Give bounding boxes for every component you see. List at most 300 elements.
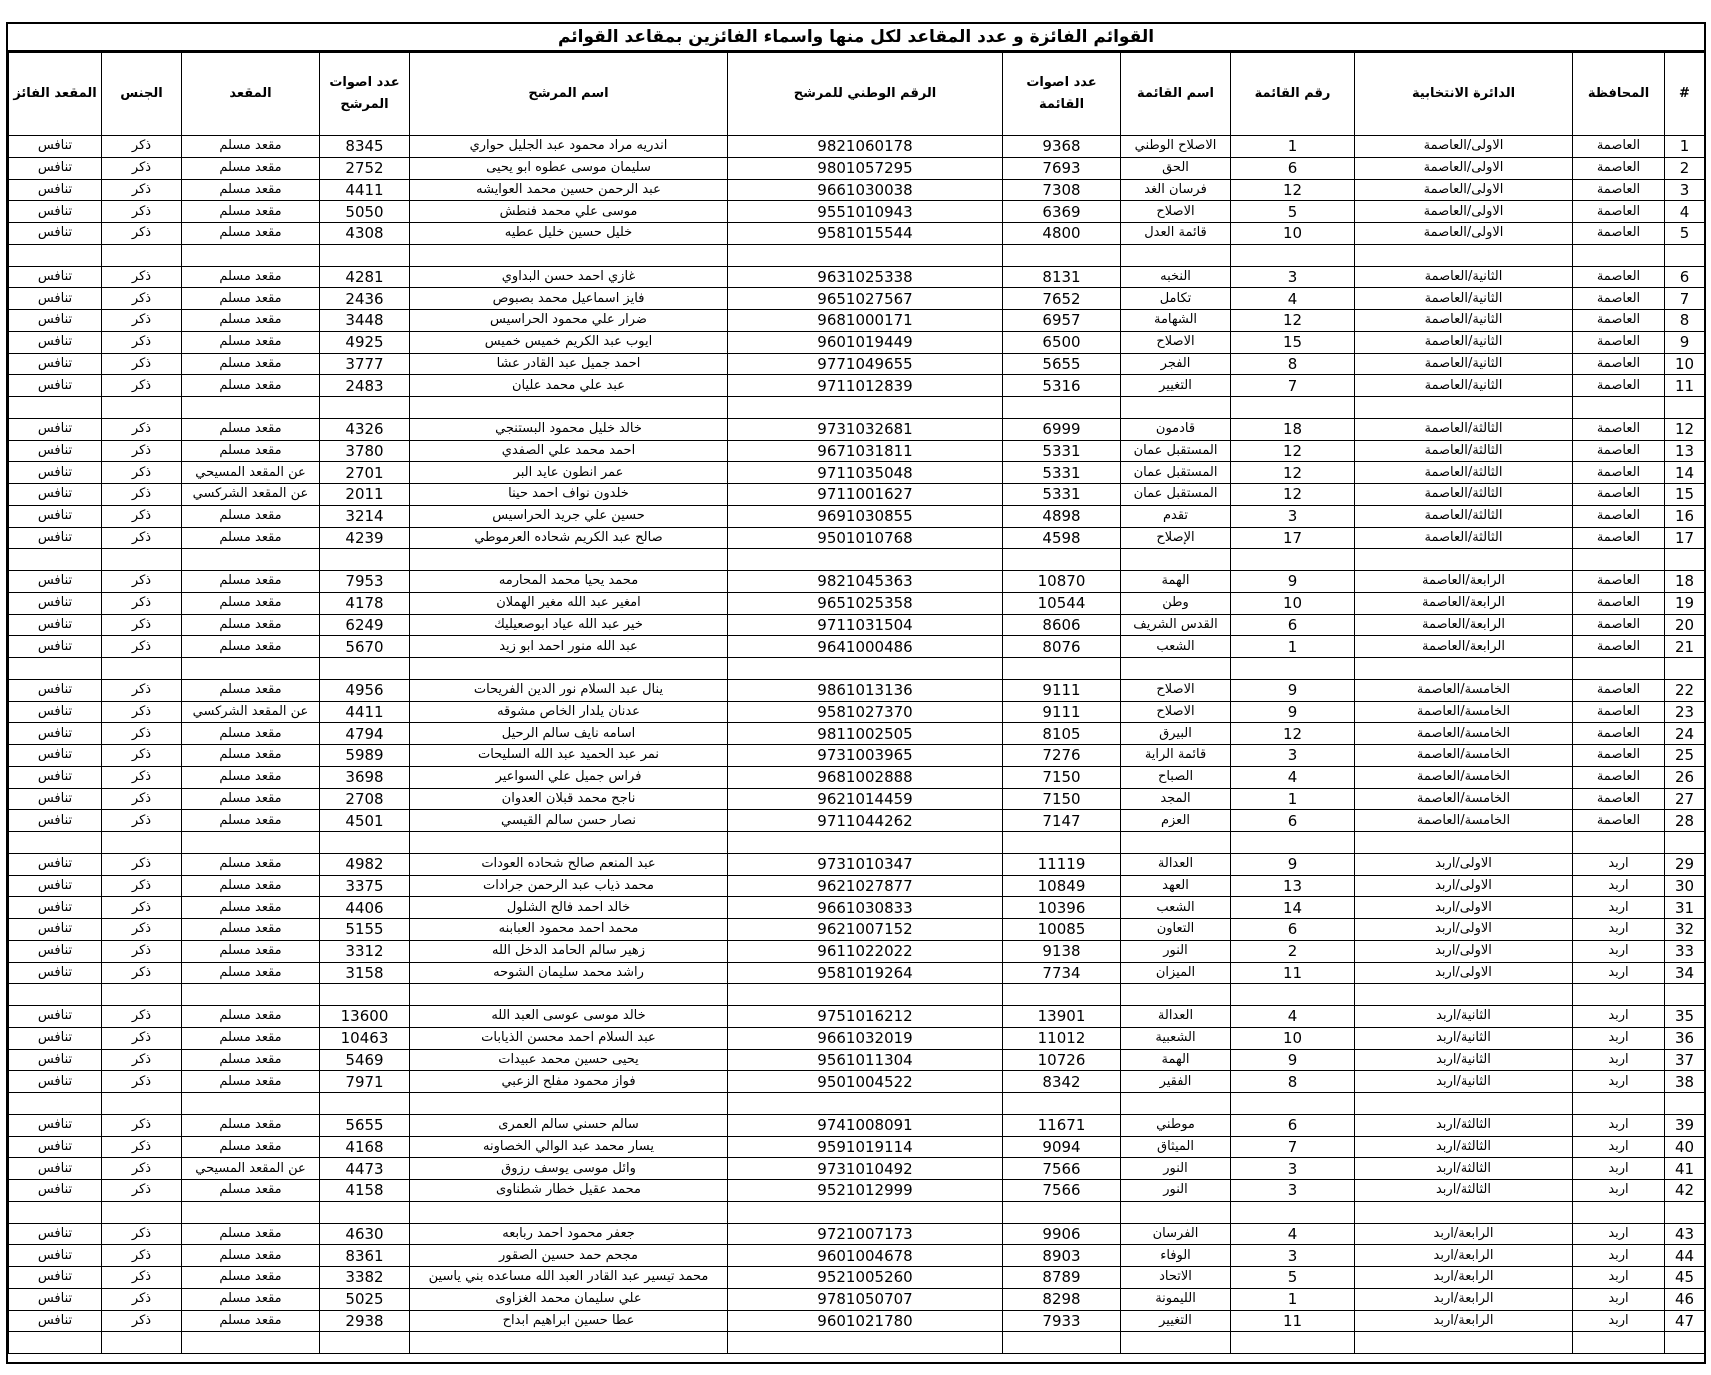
empty-cell [102, 1201, 182, 1223]
seat-cell: مقعد مسلم [182, 223, 320, 245]
table-row [9, 462, 1705, 484]
empty-cell [182, 397, 320, 419]
list-votes-cell: 10726 [1003, 1049, 1121, 1071]
table-row [9, 375, 1705, 397]
candidate-name-cell: خالد موسى عوسى العبد الله [410, 1006, 728, 1028]
empty-cell [1665, 397, 1705, 419]
list-number-cell: 9 [1231, 679, 1355, 701]
gender-cell: ذكر [102, 1245, 182, 1267]
gender-cell: ذكر [102, 1049, 182, 1071]
district-cell: الاولى/العاصمة [1355, 201, 1573, 223]
governorate-cell: اربد [1573, 1027, 1665, 1049]
list-number-cell: 12 [1231, 484, 1355, 506]
seat-cell: مقعد مسلم [182, 310, 320, 332]
district-cell: الخامسة/العاصمة [1355, 766, 1573, 788]
group-separator-row [9, 984, 1705, 1006]
national-id-cell: 9581019264 [728, 962, 1003, 984]
candidate-votes-cell: 3214 [320, 505, 410, 527]
candidate-votes-cell: 4406 [320, 897, 410, 919]
district-cell: الاولى/اربد [1355, 919, 1573, 941]
candidate-name-cell: خليل حسين خليل عطيه [410, 223, 728, 245]
empty-cell [1355, 549, 1573, 571]
governorate-cell: العاصمة [1573, 527, 1665, 549]
list-votes-cell: 8903 [1003, 1245, 1121, 1267]
empty-cell [1231, 1093, 1355, 1115]
list-votes-cell: 6957 [1003, 310, 1121, 332]
list-number-cell: 6 [1231, 1114, 1355, 1136]
candidate-votes-cell: 8345 [320, 136, 410, 158]
list-votes-cell: 4898 [1003, 505, 1121, 527]
list-number-cell: 18 [1231, 418, 1355, 440]
list-number-cell: 6 [1231, 810, 1355, 832]
governorate-cell: اربد [1573, 1158, 1665, 1180]
candidate-name-cell: سالم حسني سالم العمرى [410, 1114, 728, 1136]
seat-cell: مقعد مسلم [182, 636, 320, 658]
national-id-cell: 9561011304 [728, 1049, 1003, 1071]
list-number-cell: 12 [1231, 440, 1355, 462]
seat-cell: مقعد مسلم [182, 940, 320, 962]
table-row [9, 723, 1705, 745]
governorate-cell: العاصمة [1573, 353, 1665, 375]
won-seat-cell: تنافس [9, 1267, 102, 1289]
table-row [9, 1027, 1705, 1049]
candidate-votes-cell: 5655 [320, 1114, 410, 1136]
list-votes-cell: 7933 [1003, 1310, 1121, 1332]
empty-cell [182, 1093, 320, 1115]
list-name-cell: الاصلاح الوطني [1121, 136, 1231, 158]
candidate-votes-cell: 4794 [320, 723, 410, 745]
empty-cell [1665, 832, 1705, 854]
seat-cell: مقعد مسلم [182, 919, 320, 941]
empty-cell [9, 658, 102, 680]
header-won-seat: المقعد الفائز [9, 53, 102, 136]
group-separator-row [9, 549, 1705, 571]
seat-cell: مقعد مسلم [182, 614, 320, 636]
empty-cell [182, 658, 320, 680]
seat-cell: مقعد مسلم [182, 353, 320, 375]
national-id-cell: 9591019114 [728, 1136, 1003, 1158]
district-cell: الاولى/العاصمة [1355, 136, 1573, 158]
governorate-cell: العاصمة [1573, 679, 1665, 701]
group-separator-row [9, 397, 1705, 419]
empty-cell [1003, 984, 1121, 1006]
governorate-cell: العاصمة [1573, 766, 1665, 788]
empty-cell [9, 1201, 102, 1223]
candidate-votes-cell: 3698 [320, 766, 410, 788]
candidate-votes-cell: 2938 [320, 1310, 410, 1332]
national-id-cell: 9821045363 [728, 571, 1003, 593]
empty-cell [1573, 244, 1665, 266]
won-seat-cell: تنافس [9, 853, 102, 875]
gender-cell: ذكر [102, 201, 182, 223]
governorate-cell: العاصمة [1573, 745, 1665, 767]
row-index: 1 [1665, 136, 1705, 158]
empty-cell [1665, 1201, 1705, 1223]
seat-cell: مقعد مسلم [182, 571, 320, 593]
empty-cell [1003, 1332, 1121, 1354]
district-cell: الاولى/اربد [1355, 940, 1573, 962]
national-id-cell: 9731032681 [728, 418, 1003, 440]
empty-cell [1003, 549, 1121, 571]
row-index: 17 [1665, 527, 1705, 549]
candidate-name-cell: راشد محمد سليمان الشوحه [410, 962, 728, 984]
list-number-cell: 2 [1231, 940, 1355, 962]
candidate-votes-cell: 4501 [320, 810, 410, 832]
national-id-cell: 9681002888 [728, 766, 1003, 788]
empty-cell [320, 397, 410, 419]
seat-cell: مقعد مسلم [182, 1180, 320, 1202]
empty-cell [9, 397, 102, 419]
empty-cell [182, 832, 320, 854]
list-votes-cell: 10396 [1003, 897, 1121, 919]
candidate-votes-cell: 2701 [320, 462, 410, 484]
empty-cell [1231, 549, 1355, 571]
empty-cell [102, 1332, 182, 1354]
list-name-cell: الهمة [1121, 571, 1231, 593]
table-row [9, 1180, 1705, 1202]
gender-cell: ذكر [102, 1223, 182, 1245]
empty-cell [320, 244, 410, 266]
district-cell: الخامسة/العاصمة [1355, 723, 1573, 745]
gender-cell: ذكر [102, 766, 182, 788]
row-index: 28 [1665, 810, 1705, 832]
list-number-cell: 12 [1231, 462, 1355, 484]
list-votes-cell: 10544 [1003, 592, 1121, 614]
national-id-cell: 9731003965 [728, 745, 1003, 767]
won-seat-cell: تنافس [9, 418, 102, 440]
won-seat-cell: تنافس [9, 1245, 102, 1267]
candidate-name-cell: غازي احمد حسن البداوي [410, 266, 728, 288]
header-candidate-votes: عدد اصوات المرشح [320, 53, 410, 136]
candidate-votes-cell: 4630 [320, 1223, 410, 1245]
seat-cell: مقعد مسلم [182, 1288, 320, 1310]
candidate-name-cell: عبد الرحمن حسين محمد العوايشه [410, 179, 728, 201]
won-seat-cell: تنافس [9, 745, 102, 767]
gender-cell: ذكر [102, 1310, 182, 1332]
list-votes-cell: 6369 [1003, 201, 1121, 223]
seat-cell: مقعد مسلم [182, 1245, 320, 1267]
seat-cell: مقعد مسلم [182, 962, 320, 984]
candidate-votes-cell: 4326 [320, 418, 410, 440]
won-seat-cell: تنافس [9, 614, 102, 636]
empty-cell [1665, 244, 1705, 266]
list-number-cell: 12 [1231, 723, 1355, 745]
national-id-cell: 9621014459 [728, 788, 1003, 810]
list-name-cell: القدس الشريف [1121, 614, 1231, 636]
district-cell: الخامسة/العاصمة [1355, 810, 1573, 832]
list-votes-cell: 7693 [1003, 157, 1121, 179]
governorate-cell: العاصمة [1573, 636, 1665, 658]
table-row [9, 288, 1705, 310]
row-index: 44 [1665, 1245, 1705, 1267]
list-votes-cell: 13901 [1003, 1006, 1121, 1028]
table-body [9, 136, 1705, 1354]
table-row [9, 897, 1705, 919]
list-number-cell: 11 [1231, 1310, 1355, 1332]
governorate-cell: اربد [1573, 1049, 1665, 1071]
candidate-votes-cell: 8361 [320, 1245, 410, 1267]
candidate-votes-cell: 5050 [320, 201, 410, 223]
list-votes-cell: 9111 [1003, 701, 1121, 723]
empty-cell [728, 397, 1003, 419]
won-seat-cell: تنافس [9, 484, 102, 506]
row-index: 37 [1665, 1049, 1705, 1071]
list-votes-cell: 9094 [1003, 1136, 1121, 1158]
gender-cell: ذكر [102, 136, 182, 158]
empty-cell [1665, 1332, 1705, 1354]
empty-cell [9, 549, 102, 571]
candidate-votes-cell: 2436 [320, 288, 410, 310]
empty-cell [9, 832, 102, 854]
table-row [9, 614, 1705, 636]
national-id-cell: 9691030855 [728, 505, 1003, 527]
governorate-cell: العاصمة [1573, 440, 1665, 462]
national-id-cell: 9661030833 [728, 897, 1003, 919]
candidate-name-cell: خير عبد الله عياد ابوصعيليك [410, 614, 728, 636]
list-votes-cell: 7276 [1003, 745, 1121, 767]
empty-cell [320, 549, 410, 571]
candidate-votes-cell: 5025 [320, 1288, 410, 1310]
district-cell: الثانية/العاصمة [1355, 353, 1573, 375]
table-row [9, 1006, 1705, 1028]
candidate-votes-cell: 4308 [320, 223, 410, 245]
list-name-cell: الاصلاح [1121, 701, 1231, 723]
gender-cell: ذكر [102, 179, 182, 201]
won-seat-cell: تنافس [9, 1288, 102, 1310]
list-votes-cell: 6500 [1003, 331, 1121, 353]
national-id-cell: 9731010347 [728, 853, 1003, 875]
list-number-cell: 9 [1231, 701, 1355, 723]
list-votes-cell: 8342 [1003, 1071, 1121, 1093]
seat-cell: مقعد مسلم [182, 875, 320, 897]
gender-cell: ذكر [102, 1114, 182, 1136]
national-id-cell: 9521005260 [728, 1267, 1003, 1289]
won-seat-cell: تنافس [9, 919, 102, 941]
group-separator-row [9, 658, 1705, 680]
governorate-cell: اربد [1573, 1310, 1665, 1332]
table-row [9, 592, 1705, 614]
empty-cell [1121, 244, 1231, 266]
row-index: 38 [1665, 1071, 1705, 1093]
empty-cell [1003, 1201, 1121, 1223]
governorate-cell: العاصمة [1573, 179, 1665, 201]
list-number-cell: 17 [1231, 527, 1355, 549]
governorate-cell: العاصمة [1573, 723, 1665, 745]
candidate-name-cell: نمر عبد الحميد عبد الله السليحات [410, 745, 728, 767]
won-seat-cell: تنافس [9, 136, 102, 158]
table-row [9, 788, 1705, 810]
district-cell: الاولى/اربد [1355, 875, 1573, 897]
candidate-name-cell: سليمان موسى عطوه ابو يحيى [410, 157, 728, 179]
seat-cell: مقعد مسلم [182, 723, 320, 745]
row-index: 33 [1665, 940, 1705, 962]
empty-cell [1665, 658, 1705, 680]
national-id-cell: 9601021780 [728, 1310, 1003, 1332]
national-id-cell: 9501004522 [728, 1071, 1003, 1093]
list-votes-cell: 6999 [1003, 418, 1121, 440]
seat-cell: مقعد مسلم [182, 527, 320, 549]
candidate-votes-cell: 4473 [320, 1158, 410, 1180]
national-id-cell: 9611022022 [728, 940, 1003, 962]
gender-cell: ذكر [102, 701, 182, 723]
row-index: 13 [1665, 440, 1705, 462]
list-number-cell: 4 [1231, 1223, 1355, 1245]
empty-cell [1003, 397, 1121, 419]
empty-cell [1355, 397, 1573, 419]
candidate-name-cell: فراس جميل علي السواعير [410, 766, 728, 788]
won-seat-cell: تنافس [9, 1310, 102, 1332]
district-cell: الرابعة/العاصمة [1355, 614, 1573, 636]
won-seat-cell: تنافس [9, 527, 102, 549]
gender-cell: ذكر [102, 353, 182, 375]
won-seat-cell: تنافس [9, 375, 102, 397]
row-index: 6 [1665, 266, 1705, 288]
district-cell: الاولى/اربد [1355, 853, 1573, 875]
candidate-name-cell: احمد جميل عبد القادر عشا [410, 353, 728, 375]
won-seat-cell: تنافس [9, 505, 102, 527]
empty-cell [320, 658, 410, 680]
table-row [9, 418, 1705, 440]
candidate-name-cell: عبد السلام احمد محسن الذيابات [410, 1027, 728, 1049]
candidate-votes-cell: 5670 [320, 636, 410, 658]
seat-cell: مقعد مسلم [182, 331, 320, 353]
row-index: 42 [1665, 1180, 1705, 1202]
empty-cell [1121, 1332, 1231, 1354]
candidate-name-cell: محمد عقيل خطار شطناوى [410, 1180, 728, 1202]
candidate-name-cell: فايز اسماعيل محمد بصبوص [410, 288, 728, 310]
candidate-name-cell: خالد احمد فالح الشلول [410, 897, 728, 919]
candidate-name-cell: ناجح محمد قبلان العدوان [410, 788, 728, 810]
seat-cell: عن المقعد المسيحي [182, 1158, 320, 1180]
national-id-cell: 9811002505 [728, 723, 1003, 745]
list-number-cell: 1 [1231, 636, 1355, 658]
district-cell: الخامسة/العاصمة [1355, 788, 1573, 810]
empty-cell [1573, 658, 1665, 680]
empty-cell [1355, 244, 1573, 266]
list-name-cell: الشعبية [1121, 1027, 1231, 1049]
list-name-cell: التعاون [1121, 919, 1231, 941]
empty-cell [728, 1093, 1003, 1115]
gender-cell: ذكر [102, 1006, 182, 1028]
national-id-cell: 9731010492 [728, 1158, 1003, 1180]
won-seat-cell: تنافس [9, 940, 102, 962]
list-votes-cell: 8131 [1003, 266, 1121, 288]
empty-cell [182, 984, 320, 1006]
gender-cell: ذكر [102, 1158, 182, 1180]
gender-cell: ذكر [102, 418, 182, 440]
empty-cell [410, 244, 728, 266]
table-row [9, 875, 1705, 897]
row-index: 12 [1665, 418, 1705, 440]
list-votes-cell: 11671 [1003, 1114, 1121, 1136]
empty-cell [102, 549, 182, 571]
candidate-votes-cell: 5469 [320, 1049, 410, 1071]
empty-cell [1355, 1332, 1573, 1354]
table-row [9, 1288, 1705, 1310]
row-index: 3 [1665, 179, 1705, 201]
header-governorate: المحافظة [1573, 53, 1665, 136]
national-id-cell: 9721007173 [728, 1223, 1003, 1245]
list-number-cell: 4 [1231, 766, 1355, 788]
district-cell: الثانية/العاصمة [1355, 266, 1573, 288]
gender-cell: ذكر [102, 723, 182, 745]
seat-cell: مقعد مسلم [182, 375, 320, 397]
gender-cell: ذكر [102, 1288, 182, 1310]
gender-cell: ذكر [102, 527, 182, 549]
list-number-cell: 12 [1231, 310, 1355, 332]
group-separator-row [9, 1093, 1705, 1115]
won-seat-cell: تنافس [9, 223, 102, 245]
candidate-votes-cell: 2483 [320, 375, 410, 397]
district-cell: الاولى/العاصمة [1355, 179, 1573, 201]
candidate-name-cell: عبد الله منور احمد ابو زيد [410, 636, 728, 658]
national-id-cell: 9631025338 [728, 266, 1003, 288]
seat-cell: مقعد مسلم [182, 810, 320, 832]
candidate-name-cell: محمد ذياب عبد الرحمن جرادات [410, 875, 728, 897]
empty-cell [728, 984, 1003, 1006]
list-votes-cell: 9111 [1003, 679, 1121, 701]
governorate-cell: العاصمة [1573, 310, 1665, 332]
district-cell: الاولى/العاصمة [1355, 223, 1573, 245]
empty-cell [728, 244, 1003, 266]
won-seat-cell: تنافس [9, 1049, 102, 1071]
row-index: 40 [1665, 1136, 1705, 1158]
table-row [9, 940, 1705, 962]
list-votes-cell: 7566 [1003, 1158, 1121, 1180]
list-votes-cell: 7150 [1003, 788, 1121, 810]
district-cell: الرابعة/العاصمة [1355, 592, 1573, 614]
won-seat-cell: تنافس [9, 288, 102, 310]
table-row [9, 310, 1705, 332]
seat-cell: مقعد مسلم [182, 788, 320, 810]
list-number-cell: 9 [1231, 1049, 1355, 1071]
empty-cell [1355, 832, 1573, 854]
candidate-name-cell: علي سليمان محمد الغزاوى [410, 1288, 728, 1310]
empty-cell [9, 244, 102, 266]
row-index: 14 [1665, 462, 1705, 484]
list-name-cell: الوفاء [1121, 1245, 1231, 1267]
national-id-cell: 9661032019 [728, 1027, 1003, 1049]
table-row [9, 201, 1705, 223]
governorate-cell: العاصمة [1573, 788, 1665, 810]
candidate-name-cell: محمد تيسير عبد القادر العبد الله مساعده بني ياسين [410, 1267, 728, 1289]
empty-cell [9, 1332, 102, 1354]
candidate-votes-cell: 4956 [320, 679, 410, 701]
won-seat-cell: تنافس [9, 875, 102, 897]
gender-cell: ذكر [102, 897, 182, 919]
table-row [9, 766, 1705, 788]
empty-cell [9, 984, 102, 1006]
seat-cell: مقعد مسلم [182, 897, 320, 919]
candidate-name-cell: عطا حسين ابراهيم ابداح [410, 1310, 728, 1332]
won-seat-cell: تنافس [9, 353, 102, 375]
seat-cell: عن المقعد الشركسي [182, 701, 320, 723]
district-cell: الثالثة/العاصمة [1355, 484, 1573, 506]
list-name-cell: قائمة العدل [1121, 223, 1231, 245]
table-row [9, 223, 1705, 245]
gender-cell: ذكر [102, 266, 182, 288]
header-gender: الجنس [102, 53, 182, 136]
candidate-name-cell: موسى علي محمد فنطش [410, 201, 728, 223]
governorate-cell: العاصمة [1573, 288, 1665, 310]
table-row [9, 527, 1705, 549]
seat-cell: مقعد مسلم [182, 157, 320, 179]
district-cell: الثانية/اربد [1355, 1006, 1573, 1028]
governorate-cell: العاصمة [1573, 266, 1665, 288]
seat-cell: عن المقعد الشركسي [182, 484, 320, 506]
table-row [9, 919, 1705, 941]
row-index: 39 [1665, 1114, 1705, 1136]
